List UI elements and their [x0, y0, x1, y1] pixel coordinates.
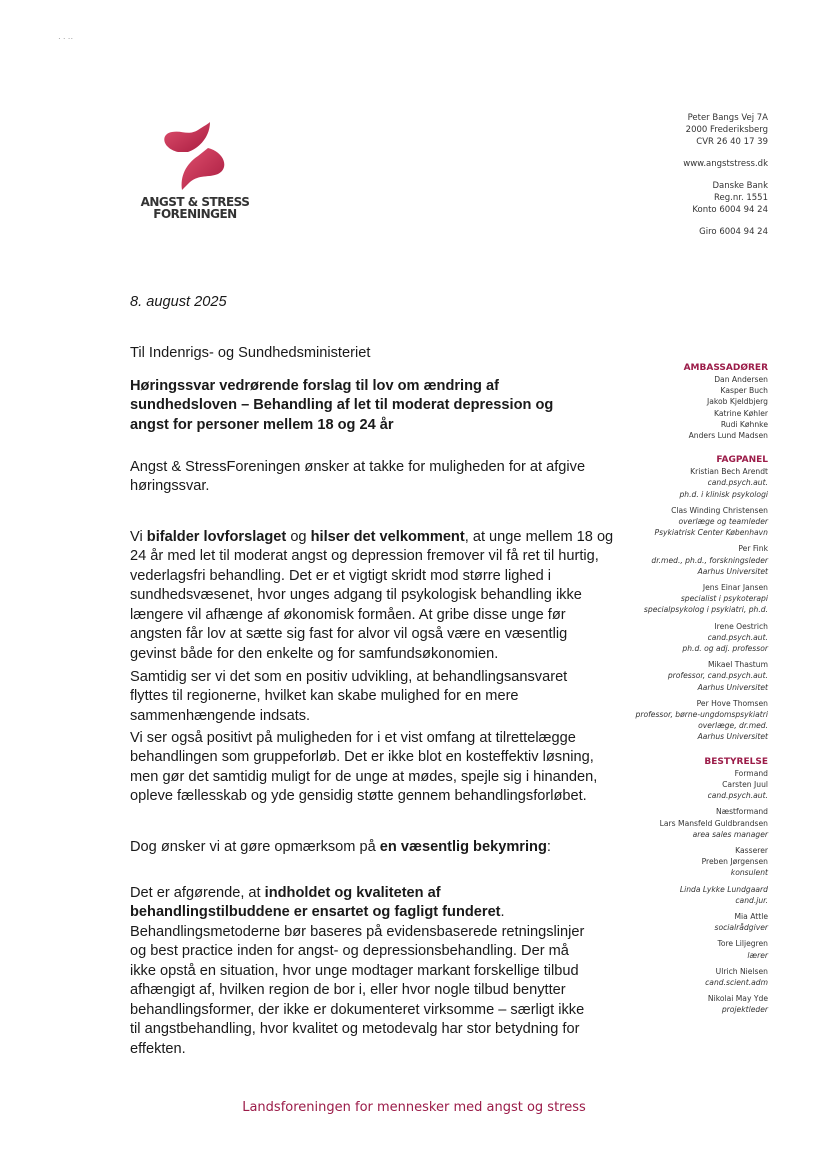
- board-member-role: cand.jur.: [735, 895, 768, 905]
- board-member-title: Kasserer: [735, 845, 768, 855]
- panel-member-name: Jens Einar Jansen: [702, 583, 768, 593]
- reg-nr: Reg.nr. 1551: [714, 193, 768, 203]
- paragraph-2: Vi bifalder lovforslaget og hilser det velkomment, at unge mellem 18 og 24 år med let til moderat angst og depression fremover vil få ret til hurtig, vederlagsfri behandling. Det er et vigtigt skridt mod større lighed i sundhedsvæsenet, hvor unges adgang til psykologisk behandling ikke længere vil afhænge af økonomisk formåen. At gribe disse unge før angsten får lov at sætte sig fast for alvor vil også være en væsentlig gevinst både for den enkelte og for samfundsøkonomien.: [130, 528, 614, 662]
- bank: Danske Bank: [712, 181, 768, 191]
- paragraph-6: Det er afgørende, at indholdet og kvaliteten af behandlingstilbuddene er ensartet og fagligt funderet. Behandlingsmetoderne bør baseres på evidensbaserede retningslinjer og best practice inden for angst- og depressionsbehandling. Der må ikke opstå en situation, hvor unge modtager markant forskellige tilbud afhængigt af, hvilken region de bor i, eller hvor nogle tilbud benytter behandlingsformer, der ikke er dokumenteret virksomme – særligt ikke til angstbehandling, hvor kvalitet og metodevalg har stor betydning for effekten.: [130, 884, 585, 1057]
- board-member-name: Linda Lykke Lundgaard: [679, 884, 768, 894]
- board-member-name: Lars Mansfeld Guldbrandsen: [659, 818, 768, 828]
- board-member-title: Næstformand: [715, 807, 768, 817]
- ambassador-name: Kasper Buch: [720, 386, 768, 396]
- panel-member-role: Aarhus Universitet: [697, 732, 768, 742]
- board-member-name: Tore Liljegren: [717, 939, 768, 949]
- logo-text-line2: FORENINGEN: [153, 207, 237, 221]
- panel-member-role: Psykiatrisk Center København: [654, 528, 768, 538]
- board-member-name: Carsten Juul: [722, 779, 768, 789]
- panel-title: FAGPANEL: [716, 455, 768, 466]
- panel-member-name: Irene Oestrich: [714, 621, 768, 631]
- ambassador-name: Katrine Køhler: [714, 408, 768, 418]
- board-member-name: Ulrich Nielsen: [715, 966, 768, 976]
- spacer: [548, 441, 768, 454]
- spacer: [548, 743, 768, 756]
- panel-member-name: Kristian Bech Arendt: [690, 467, 768, 477]
- giro: Giro 6004 94 24: [699, 227, 768, 237]
- panel-member-role: overlæge, dr.med.: [698, 721, 768, 731]
- cvr: CVR 26 40 17 39: [696, 137, 768, 147]
- panel-member-role: cand.psych.aut.: [707, 478, 768, 488]
- board-member-title: Formand: [734, 768, 768, 778]
- panel-member-role: specialist i psykoterapi: [680, 594, 768, 604]
- board-member-name: Nikolai May Yde: [707, 994, 768, 1004]
- panel-member-name: Per Hove Thomsen: [696, 698, 768, 708]
- paragraph-5: Dog ønsker vi at gøre opmærksom på en væsentlig bekymring:: [130, 838, 551, 855]
- panel-member-role: professor, børne-ungdomspsykiatri: [635, 710, 768, 720]
- ambassador-name: Rudi Køhnke: [720, 419, 768, 429]
- ambassadors-title: AMBASSADØRER: [683, 363, 768, 373]
- panel-member-role: specialpsykolog i psykiatri, ph.d.: [643, 605, 768, 615]
- paragraph-1: Angst & StressForeningen ønsker at takke for muligheden for at afgive høringssvar.: [130, 458, 586, 495]
- city: 2000 Frederiksberg: [685, 125, 768, 135]
- ambassador-name: Jakob Kjeldbjerg: [706, 397, 768, 407]
- panel-member-role: cand.psych.aut.: [707, 632, 768, 642]
- board-member-role: cand.scient.adm: [705, 977, 768, 987]
- paragraph-4: Vi ser også positivt på muligheden for i et vist omfang at tilrettelægge behandlingen som gruppeforløb. Det er ikke blot en kosteffektiv løsning, men gør det samtidig muligt for de unge at mødes, spejle sig i hinanden, opleve fællesskab og yde gensidig støtte gennem behandlingsforløbet.: [130, 729, 598, 805]
- panel-member-name: Mikael Thastum: [707, 660, 768, 670]
- logo-icon: [160, 122, 230, 190]
- paragraph-3: Samtidig ser vi det som en positiv udvikling, at behandlingsansvaret flyttes til regionerne, hvilket kan skabe mulighed for en mere sammenhængende indsats.: [130, 668, 568, 724]
- panel-member-name: Clas Winding Christensen: [671, 505, 768, 515]
- board-member-name: Mia Attle: [734, 911, 768, 921]
- panel-member-role: Aarhus Universitet: [697, 566, 768, 576]
- board-member-name: Preben Jørgensen: [701, 857, 768, 867]
- ambassador-name: Dan Andersen: [714, 375, 768, 384]
- board-title: BESTYRELSE: [704, 756, 768, 767]
- footer-tagline: Landsforeningen for mennesker med angst og stress: [242, 1100, 586, 1115]
- board-member-role: lærer: [747, 950, 768, 960]
- letter-date: 8. august 2025: [130, 293, 227, 310]
- address-block: [683, 112, 768, 238]
- panel-member-role: overlæge og teamleder: [678, 517, 768, 527]
- board-member-role: socialrådgiver: [714, 923, 768, 933]
- street: Peter Bangs Vej 7A: [687, 113, 768, 123]
- scan-specks: · · ··: [58, 34, 74, 43]
- letter-heading: Høringssvar vedrørende forslag til lov om ændring af sundhedsloven – Behandling af let til moderat depression og angst for personer mellem 18 og 24 år: [130, 377, 554, 433]
- board-member-role: cand.psych.aut.: [707, 791, 768, 801]
- board-member-role: area sales manager: [692, 829, 768, 839]
- panel-member-role: professor, cand.psych.aut.: [667, 671, 768, 681]
- board-member-role: projektleder: [721, 1005, 768, 1015]
- account: Konto 6004 94 24: [692, 205, 768, 215]
- logo: [140, 122, 250, 220]
- ambassador-name: Anders Lund Madsen: [688, 431, 768, 441]
- panel-member-role: ph.d. i klinisk psykologi: [679, 489, 768, 499]
- sidebar-members: [548, 362, 768, 1016]
- logo-text-line1: ANGST & STRESS: [140, 195, 250, 209]
- board-member-role: konsulent: [730, 868, 768, 878]
- panel-member-role: Aarhus Universitet: [697, 682, 768, 692]
- website: www.angststress.dk: [683, 159, 768, 169]
- recipient: Til Indenrigs- og Sundhedsministeriet: [130, 344, 371, 361]
- panel-member-role: ph.d. og adj. professor: [682, 644, 768, 654]
- panel-member-role: dr.med., ph.d., forskningsleder: [651, 555, 768, 565]
- panel-member-name: Per Fink: [738, 544, 768, 554]
